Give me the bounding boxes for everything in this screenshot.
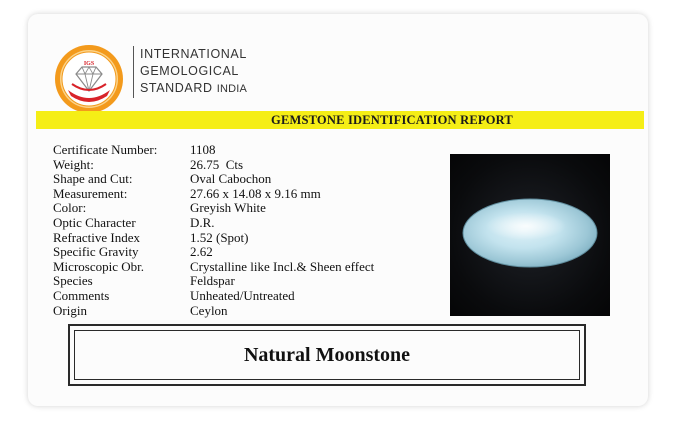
detail-value: Greyish White	[190, 200, 266, 216]
detail-value: 1108	[190, 142, 216, 157]
detail-value: Ceylon	[190, 302, 228, 318]
detail-label: Optic Character	[53, 214, 136, 230]
detail-value: Unheated/Untreated	[190, 287, 295, 303]
detail-label: Refractive Index	[53, 229, 140, 245]
detail-value: D.R.	[190, 214, 215, 230]
organization-name	[133, 46, 247, 98]
detail-row	[53, 260, 374, 275]
detail-row	[53, 158, 374, 173]
detail-label: Comments	[53, 287, 110, 303]
detail-label: Weight:	[53, 156, 94, 172]
detail-row	[53, 143, 374, 158]
detail-row	[53, 216, 374, 231]
detail-label: Microscopic Obr.	[53, 258, 144, 274]
detail-label: Measurement:	[53, 185, 128, 201]
detail-row	[53, 289, 374, 304]
detail-row	[53, 172, 374, 187]
detail-label: Shape and Cut:	[53, 171, 133, 187]
igs-logo-icon	[54, 44, 124, 114]
detail-row	[53, 304, 374, 319]
detail-value: Feldspar	[190, 273, 235, 289]
org-line3	[140, 80, 247, 98]
detail-label: Color:	[53, 200, 87, 216]
detail-value: 26.75 Cts	[190, 156, 244, 172]
org-line1: INTERNATIONAL	[140, 47, 247, 61]
detail-row	[53, 245, 374, 260]
report-title-banner	[36, 111, 644, 129]
detail-value: 2.62	[190, 244, 213, 260]
report-title: GEMSTONE IDENTIFICATION REPORT	[271, 113, 513, 127]
detail-value: 1.52 (Spot)	[190, 229, 249, 245]
detail-label: Certificate Number:	[53, 142, 158, 157]
gemstone-name-frame	[74, 330, 580, 380]
gemstone-name-box	[68, 324, 586, 386]
detail-row	[53, 274, 374, 289]
detail-row	[53, 187, 374, 202]
gemstone-photo	[450, 154, 610, 316]
logo-text: IGS	[83, 61, 95, 67]
org-line2: GEMOLOGICAL	[140, 64, 239, 78]
detail-value: Crystalline like Incl.& Sheen effect	[190, 258, 375, 274]
detail-row	[53, 201, 374, 216]
detail-label: Origin	[53, 302, 87, 318]
detail-label: Species	[53, 273, 93, 289]
org-line3-sub: INDIA	[216, 83, 248, 95]
gemstone-name: Natural Moonstone	[243, 343, 411, 366]
detail-row	[53, 231, 374, 246]
detail-value: Oval Cabochon	[190, 171, 272, 187]
detail-label: Specific Gravity	[53, 244, 139, 260]
detail-value: 27.66 x 14.08 x 9.16 mm	[190, 185, 321, 201]
details-list	[53, 143, 374, 318]
org-line3-main: STANDARD	[140, 81, 213, 95]
